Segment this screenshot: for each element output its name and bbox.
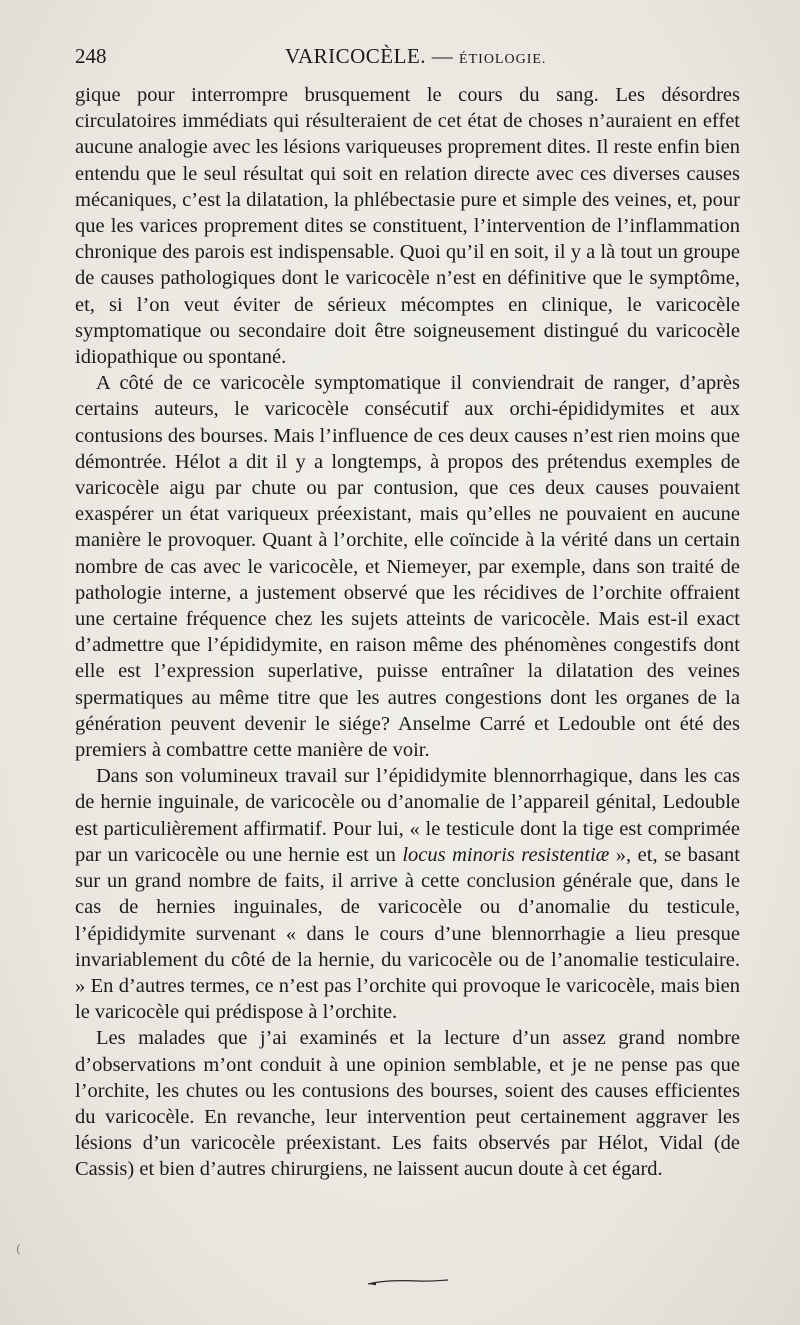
paragraph-text: », et, se basant sur un grand nombre de faits, il arrive à cette conclusion générale que, dans le cas de hernies inguinales, de varicocèle ou d’anomalie du testicule, l’épididymite survenant « dans le cours d’une blennorrhagie a lieu presque invariablement du côté de la hernie, du varicocèle ou de l’anomalie testiculaire. » En d’autres termes, ce n’est pas l’orchite qui provoque le varicocèle, mais bien le varicocèle qui prédispose à l’orchite. (75, 843, 741, 1024)
paragraph (75, 763, 740, 1025)
latin-phrase: locus minoris resistentiæ (402, 843, 610, 866)
running-title (285, 44, 546, 69)
running-header (75, 44, 740, 74)
body-text (75, 82, 740, 1183)
tailpiece-stroke (368, 1280, 448, 1284)
title-dash: — (431, 44, 454, 68)
margin-mark: ( (16, 1242, 21, 1256)
tailpiece-ornament (368, 1278, 448, 1288)
paragraph-continued: gique pour interrompre brusquement le cours du sang. Les désordres circulatoires immédiats qui résulteraient de cet état de choses n’auraient en effet aucune analogie avec les lésions variqueuses proprement dites. Il reste enfin bien entendu que le seul résultat qui soit en relation directe avec ces diverses causes mécaniques, c’est la dilatation, la phlébectasie pure et simple des veines, et, pour que les varices proprement dites se constituent, l’intervention de l’inflammation chronique des parois est indispensable. Quoi qu’il en soit, il y a là tout un groupe de causes pathologiques dont le varicocèle n’est en définitive que le symptôme, et, si l’on veut éviter de sérieux mécomptes en clinique, le varicocèle symptomatique ou secondaire doit être soigneusement distingué du varicocèle idiopathique ou spontané. (75, 84, 740, 369)
paragraph-text: Dans son volumineux travail sur l’épididymite blennorrhagique, dans les cas de hernie inguinale, de varicocèle ou d’anomalie de l’appareil génital, Ledouble est particulièrement affirmatif. Pour lui, « le testicule dont la tige est comprimée par un varicocèle ou une hernie est un (75, 765, 740, 866)
page-number: 248 (75, 44, 107, 68)
paragraph: Les malades que j’ai examinés et la lecture d’un assez grand nombre d’observations m’ont conduit à une opinion semblable, et je ne pense pas que l’orchite, les chutes ou les contusions des bourses, soient des causes efficientes du varicocèle. En revanche, leur intervention peut certainement aggraver les lésions d’un varicocèle préexistant. Les faits observés par Hélot, Vidal (de Cassis) et bien d’autres chirurgiens, ne laissent aucun doute à cet égard. (75, 1027, 740, 1181)
section-title: ÉTIOLOGIE. (459, 52, 547, 67)
chapter-title: VARICOCÈLE. (285, 44, 427, 68)
paragraph: A côté de ce varicocèle symptomatique il conviendrait de ranger, d’après certains auteurs, le varicocèle consécutif aux orchi-épididymites et aux contusions des bourses. Mais l’influence de ces deux causes n’est rien moins que démontrée. Hélot a dit il y a longtemps, à propos des prétendus exemples de varicocèle aigu par chute ou par contusion, que ces deux causes pouvaient exaspérer un état variqueux préexistant, mais qu’elles ne pouvaient en aucune manière le provoquer. Quant à l’orchite, elle coïncide à la vérité dans un certain nombre de cas avec le varicocèle, et Niemeyer, par exemple, dans son traité de pathologie interne, a justement observé que les récidives de l’orchite offraient une certaine fréquence chez les sujets atteints de varicocèle. Mais est-il exact d’admettre que l’épididymite, en raison même des phénomènes congestifs dont elle est l’expression superlative, puisse entraîner la dilatation des veines spermatiques au même titre que les autres congestions dont les organes de la génération peuvent devenir le siége? Anselme Carré et Ledouble ont été des premiers à combattre cette manière de voir. (75, 372, 740, 762)
